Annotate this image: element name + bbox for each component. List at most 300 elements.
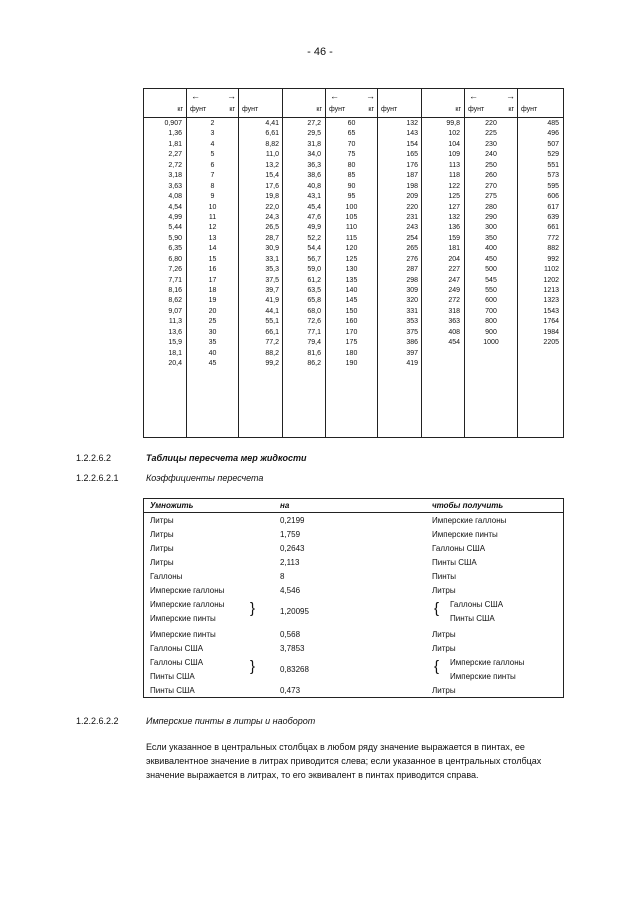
- header-divider: [518, 117, 563, 118]
- table-cell: 225: [485, 130, 497, 138]
- table-cell: 8,62: [168, 297, 182, 305]
- table-cell: 496: [547, 130, 559, 138]
- conversion-block-2: [283, 89, 422, 437]
- table-cell: 118: [448, 172, 460, 180]
- table-cell: [518, 359, 563, 369]
- table-cell: 309: [406, 287, 418, 294]
- table-cell: 159: [448, 234, 460, 242]
- table-cell: 115: [345, 234, 358, 242]
- table-cell: 280: [485, 203, 497, 211]
- table-cell: 8,16: [168, 287, 182, 294]
- table-cell: 140: [345, 287, 358, 294]
- column-header: фунт: [521, 106, 538, 113]
- table-cell: 31,8: [307, 140, 321, 148]
- coef-from: Пинты США: [150, 672, 195, 681]
- table-cell: 28,7: [265, 234, 279, 242]
- coef-to: Имперские пинты: [432, 530, 498, 539]
- table-cell: 59,0: [307, 266, 321, 274]
- table-cell: 6: [210, 161, 215, 169]
- table-cell: 17: [208, 276, 217, 284]
- table-cell: 419: [406, 360, 418, 368]
- table-cell: 265: [406, 245, 418, 253]
- coef-to: Имперские галлоны: [450, 658, 525, 667]
- center-column: [325, 89, 378, 437]
- table-cell: 11: [208, 213, 217, 221]
- table-cell: 639: [547, 213, 559, 221]
- table-cell: 154: [406, 140, 418, 148]
- table-cell: 17,6: [265, 182, 279, 190]
- header-divider: [144, 117, 186, 118]
- table-cell: 29,5: [307, 130, 321, 138]
- table-cell: 397: [406, 349, 418, 357]
- table-cell: 125: [448, 193, 460, 201]
- table-cell: 375: [406, 328, 418, 336]
- coef-factor: 0,2199: [280, 516, 305, 525]
- table-cell: 30: [208, 328, 217, 336]
- table-cell: 4,99: [168, 213, 182, 221]
- table-cell: 35: [208, 339, 217, 347]
- table-cell: 187: [406, 172, 418, 180]
- table-cell: 66,1: [265, 328, 279, 336]
- table-cell: 135: [345, 276, 358, 284]
- table-cell: 4,08: [168, 193, 182, 201]
- table-cell: 1000: [483, 339, 499, 347]
- table-cell: 145: [345, 297, 358, 305]
- coef-from: Литры: [150, 558, 174, 567]
- table-cell: 72,6: [307, 318, 321, 326]
- left-arrow-icon: ←: [469, 91, 478, 101]
- coef-from: Галлоны США: [150, 644, 204, 653]
- kg-column: [144, 89, 186, 437]
- column-header: фунт: [468, 106, 485, 113]
- table-cell: 231: [406, 213, 418, 221]
- table-cell: 408: [448, 328, 460, 336]
- coef-factor: 4,546: [280, 586, 301, 595]
- header-divider: [465, 117, 517, 118]
- table-cell: 122: [448, 182, 460, 190]
- table-cell: 47,6: [307, 213, 321, 221]
- table-cell: 3: [210, 130, 215, 138]
- table-cell: 81,6: [307, 349, 321, 357]
- table-cell: 102: [448, 130, 460, 138]
- right-brace-icon: }: [250, 600, 256, 617]
- table-cell: 320: [406, 297, 418, 305]
- coef-factor: 0,568: [280, 630, 301, 639]
- table-cell: 14: [208, 245, 217, 253]
- table-cell: 529: [547, 151, 559, 159]
- table-cell: 9: [210, 193, 215, 201]
- table-cell: 13,2: [265, 161, 279, 169]
- table-cell: 7,71: [168, 276, 182, 284]
- table-cell: 600: [485, 297, 497, 305]
- kg-column: [422, 89, 464, 437]
- table-cell: 68,0: [307, 307, 321, 315]
- table-cell: 595: [547, 182, 559, 190]
- header-divider: [422, 117, 464, 118]
- table-cell: 8,82: [265, 140, 279, 148]
- coef-from: Имперские галлоны: [150, 586, 225, 595]
- table-cell: 1,81: [168, 140, 182, 148]
- table-cell: 1764: [543, 318, 559, 326]
- table-cell: 4: [210, 140, 215, 148]
- table-cell: 7,26: [168, 266, 182, 274]
- table-cell: 15: [208, 255, 217, 263]
- coef-factor: 0,83268: [280, 665, 309, 674]
- table-cell: 15,4: [265, 172, 279, 180]
- header-divider: [378, 117, 422, 118]
- table-cell: 125: [345, 255, 358, 263]
- coef-from: Галлоны США: [150, 658, 204, 667]
- table-cell: 27,2: [307, 120, 321, 127]
- conversion-coefficients-table: [143, 498, 564, 698]
- header-by: на: [280, 501, 290, 510]
- table-cell: 54,4: [307, 245, 321, 253]
- table-cell: 5,90: [168, 234, 182, 242]
- right-brace-icon: }: [250, 658, 256, 675]
- table-cell: 25: [208, 318, 217, 326]
- kg-lb-conversion-table: [143, 88, 564, 438]
- left-brace-icon: {: [434, 600, 440, 617]
- header-to-get: чтобы получить: [432, 501, 504, 510]
- coef-from: Имперские пинты: [150, 614, 216, 623]
- table-cell: 160: [345, 318, 358, 326]
- left-arrow-icon: ←: [191, 91, 200, 101]
- table-cell: 992: [547, 255, 559, 263]
- table-cell: 77,2: [265, 339, 279, 347]
- table-cell: 20: [208, 307, 217, 315]
- table-cell: 290: [485, 213, 497, 221]
- section-title-1: Таблицы пересчета мер жидкости: [146, 453, 307, 463]
- table-cell: 270: [485, 182, 497, 190]
- table-cell: 573: [547, 172, 559, 180]
- table-cell: 247: [448, 276, 460, 284]
- table-cell: 36,3: [307, 161, 321, 169]
- coef-factor: 1,759: [280, 530, 301, 539]
- coef-factor: 2,113: [280, 558, 300, 567]
- center-column: [464, 89, 518, 437]
- table-cell: [465, 349, 517, 359]
- table-cell: 113: [448, 161, 460, 169]
- table-cell: 2205: [543, 339, 559, 347]
- table-cell: 44,1: [265, 307, 279, 315]
- lb-column: [239, 89, 283, 437]
- table-cell: 298: [406, 276, 418, 284]
- table-cell: 120: [345, 245, 358, 253]
- table-cell: 40: [208, 349, 217, 357]
- table-cell: 8: [210, 182, 215, 190]
- table-cell: 56,7: [307, 255, 321, 263]
- table-cell: 20,4: [168, 360, 182, 368]
- table-cell: 386: [406, 339, 418, 347]
- table-cell: 100: [345, 203, 358, 211]
- table-cell: 13,6: [168, 328, 182, 336]
- right-arrow-icon: →: [227, 91, 236, 101]
- kg-column: [283, 89, 325, 437]
- table-cell: 109: [448, 151, 460, 159]
- table-cell: 198: [406, 182, 418, 190]
- table-cell: 90: [347, 182, 356, 190]
- table-cell: 2: [210, 120, 215, 127]
- table-cell: 4,54: [168, 203, 182, 211]
- table-cell: 260: [485, 172, 497, 180]
- table-cell: 70: [347, 140, 356, 148]
- table-cell: 272: [448, 297, 460, 305]
- page-number: - 46 -: [307, 46, 333, 58]
- table-cell: 12: [208, 224, 217, 232]
- table-cell: 900: [485, 328, 497, 336]
- table-cell: 24,3: [265, 213, 279, 221]
- table-cell: 454: [448, 339, 460, 347]
- table-cell: 240: [485, 151, 497, 159]
- table-cell: 1202: [543, 276, 559, 284]
- table-cell: 287: [406, 266, 418, 274]
- table-cell: 26,5: [265, 224, 279, 232]
- table-cell: 18,1: [168, 349, 182, 357]
- table-cell: 661: [547, 224, 559, 232]
- coef-factor: 1,20095: [280, 607, 309, 616]
- table-cell: 243: [406, 224, 418, 232]
- column-header: кг: [316, 106, 322, 113]
- left-arrow-icon: ←: [330, 91, 339, 101]
- table-cell: 882: [547, 245, 559, 253]
- table-cell: 18: [208, 287, 217, 294]
- table-cell: 34,0: [307, 151, 321, 159]
- section-title-3: Имперские пинты в литры и наоборот: [146, 716, 316, 726]
- coef-to: Галлоны США: [450, 600, 504, 609]
- table-cell: 353: [406, 318, 418, 326]
- table-cell: 9,07: [168, 307, 182, 315]
- table-cell: [422, 349, 464, 359]
- table-cell: 230: [485, 140, 497, 148]
- table-cell: 143: [406, 130, 418, 138]
- table-cell: 220: [406, 203, 418, 211]
- coefficients-header: [144, 499, 563, 513]
- column-header: кг: [368, 106, 374, 113]
- table-cell: 350: [485, 234, 497, 242]
- coef-from: Литры: [150, 530, 174, 539]
- coef-from: Галлоны: [150, 572, 183, 581]
- table-cell: 99,8: [446, 120, 460, 127]
- coef-factor: 0,473: [280, 686, 301, 695]
- table-cell: 5: [210, 151, 215, 159]
- header-divider: [239, 117, 283, 118]
- table-cell: 5,44: [168, 224, 182, 232]
- column-header: кг: [455, 106, 461, 113]
- table-cell: 11,3: [168, 318, 182, 326]
- table-cell: 250: [485, 161, 497, 169]
- column-header: кг: [508, 106, 514, 113]
- table-cell: 617: [547, 203, 559, 211]
- table-cell: 86,2: [307, 360, 321, 368]
- coef-to: Имперские галлоны: [432, 516, 507, 525]
- lb-column: [378, 89, 422, 437]
- table-cell: 1102: [543, 266, 559, 274]
- header-multiply: Умножить: [150, 501, 194, 510]
- table-cell: 180: [345, 349, 358, 357]
- table-cell: 500: [485, 266, 497, 274]
- table-cell: 551: [547, 161, 559, 169]
- table-cell: 49,9: [307, 224, 321, 232]
- table-cell: [518, 349, 563, 359]
- table-cell: 60: [347, 120, 356, 127]
- table-cell: 22,0: [265, 203, 279, 211]
- table-cell: 204: [448, 255, 460, 263]
- coef-from: Пинты США: [150, 686, 195, 695]
- table-cell: 550: [485, 287, 497, 294]
- coef-to: Имперские пинты: [450, 672, 516, 681]
- table-cell: 63,5: [307, 287, 321, 294]
- column-header: фунт: [329, 106, 346, 113]
- table-cell: 254: [406, 234, 418, 242]
- header-divider: [326, 117, 377, 118]
- coef-from: Имперские пинты: [150, 630, 216, 639]
- table-cell: 2,72: [168, 161, 182, 169]
- coef-to: Пинты США: [450, 614, 495, 623]
- table-cell: 220: [485, 120, 497, 127]
- section-number-3: 1.2.2.6.2.2: [76, 716, 119, 726]
- table-cell: 85: [347, 172, 356, 180]
- coef-from: Имперские галлоны: [150, 600, 225, 609]
- table-cell: 2,27: [168, 151, 182, 159]
- table-cell: 65: [347, 130, 356, 138]
- coef-factor: 0,2643: [280, 544, 305, 553]
- table-cell: 7: [210, 172, 215, 180]
- table-cell: 13: [208, 234, 217, 242]
- column-header: кг: [229, 106, 235, 113]
- table-cell: 75: [347, 151, 356, 159]
- conversion-block-1: [144, 89, 283, 437]
- table-cell: 19,8: [265, 193, 279, 201]
- coef-to: Пинты США: [432, 558, 477, 567]
- column-header: кг: [177, 106, 183, 113]
- table-cell: 127: [448, 203, 460, 211]
- left-brace-icon: {: [434, 658, 440, 675]
- table-cell: 209: [406, 193, 418, 201]
- table-cell: 10: [208, 203, 217, 211]
- center-column: [186, 89, 239, 437]
- coef-to: Литры: [432, 644, 456, 653]
- table-cell: 79,4: [307, 339, 321, 347]
- table-cell: 363: [448, 318, 460, 326]
- table-cell: 175: [345, 339, 358, 347]
- table-cell: 772: [547, 234, 559, 242]
- coef-from: Литры: [150, 544, 174, 553]
- table-cell: 606: [547, 193, 559, 201]
- table-cell: [465, 359, 517, 369]
- coef-to: Литры: [432, 686, 456, 695]
- header-divider: [283, 117, 325, 118]
- right-arrow-icon: →: [366, 91, 375, 101]
- table-cell: 6,80: [168, 255, 182, 263]
- table-cell: 227: [448, 266, 460, 274]
- table-cell: 331: [406, 307, 418, 315]
- coef-to: Литры: [432, 630, 456, 639]
- section-number-1: 1.2.2.6.2: [76, 453, 112, 463]
- table-cell: 1543: [543, 307, 559, 315]
- table-cell: 1323: [543, 297, 559, 305]
- table-cell: 450: [485, 255, 497, 263]
- table-cell: 11,0: [265, 151, 279, 159]
- table-cell: 80: [347, 161, 356, 169]
- coef-factor: 8: [280, 572, 285, 581]
- table-cell: 136: [448, 224, 460, 232]
- table-cell: 276: [406, 255, 418, 263]
- table-cell: 15,9: [168, 339, 182, 347]
- section-title-2: Коэффициенты пересчета: [146, 473, 264, 483]
- table-cell: 300: [485, 224, 497, 232]
- table-cell: 190: [345, 360, 358, 368]
- column-header: фунт: [381, 106, 398, 113]
- table-cell: 41,9: [265, 297, 279, 305]
- table-cell: 95: [347, 193, 356, 201]
- conversion-block-3: [422, 89, 563, 437]
- table-cell: 37,5: [265, 276, 279, 284]
- table-cell: 40,8: [307, 182, 321, 190]
- table-cell: 150: [345, 307, 358, 315]
- table-cell: 52,2: [307, 234, 321, 242]
- table-cell: [422, 359, 464, 369]
- table-cell: 249: [448, 287, 460, 294]
- table-cell: 33,1: [265, 255, 279, 263]
- table-cell: 3,63: [168, 182, 182, 190]
- table-cell: 45,4: [307, 203, 321, 211]
- table-cell: 132: [406, 120, 418, 127]
- lb-column: [518, 89, 563, 437]
- table-cell: 77,1: [307, 328, 321, 336]
- table-cell: 181: [448, 245, 460, 253]
- column-header: фунт: [190, 106, 207, 113]
- column-header: фунт: [242, 106, 259, 113]
- table-cell: 700: [485, 307, 497, 315]
- coef-from: Литры: [150, 516, 174, 525]
- table-cell: 110: [345, 224, 358, 232]
- coef-to: Литры: [432, 586, 456, 595]
- table-cell: 6,35: [168, 245, 182, 253]
- table-cell: 30,9: [265, 245, 279, 253]
- section-number-2: 1.2.2.6.2.1: [76, 473, 119, 483]
- table-cell: 43,1: [307, 193, 321, 201]
- table-cell: 545: [485, 276, 497, 284]
- coef-to: Галлоны США: [432, 544, 486, 553]
- table-cell: 800: [485, 318, 497, 326]
- table-cell: 88,2: [265, 349, 279, 357]
- coef-to: Пинты: [432, 572, 457, 581]
- table-cell: 99,2: [265, 360, 279, 368]
- table-cell: 19: [208, 297, 217, 305]
- table-cell: 1,36: [168, 130, 182, 138]
- table-cell: 0,907: [164, 120, 182, 127]
- table-cell: 165: [406, 151, 418, 159]
- table-cell: 16: [208, 266, 217, 274]
- table-cell: 318: [448, 307, 460, 315]
- table-cell: 130: [345, 266, 358, 274]
- table-cell: 176: [406, 161, 418, 169]
- table-cell: 104: [448, 140, 460, 148]
- table-cell: 55,1: [265, 318, 279, 326]
- explanation-paragraph: Если указанное в центральных столбцах в любом ряду значение выражается в пинтах, ее эквивалентное значение в литрах приводится слева; если указанное в центральных столбцах значение выражается в литрах, то его эквивалент в пинтах приводится справа.: [146, 742, 542, 780]
- table-cell: 35,3: [265, 266, 279, 274]
- table-cell: 507: [547, 140, 559, 148]
- table-cell: 38,6: [307, 172, 321, 180]
- table-cell: 61,2: [307, 276, 321, 284]
- table-cell: 65,8: [307, 297, 321, 305]
- right-arrow-icon: →: [506, 91, 515, 101]
- table-cell: 1213: [543, 287, 559, 294]
- table-cell: 6,61: [265, 130, 279, 138]
- table-cell: 105: [345, 213, 358, 221]
- header-divider: [187, 117, 238, 118]
- table-cell: 3,18: [168, 172, 182, 180]
